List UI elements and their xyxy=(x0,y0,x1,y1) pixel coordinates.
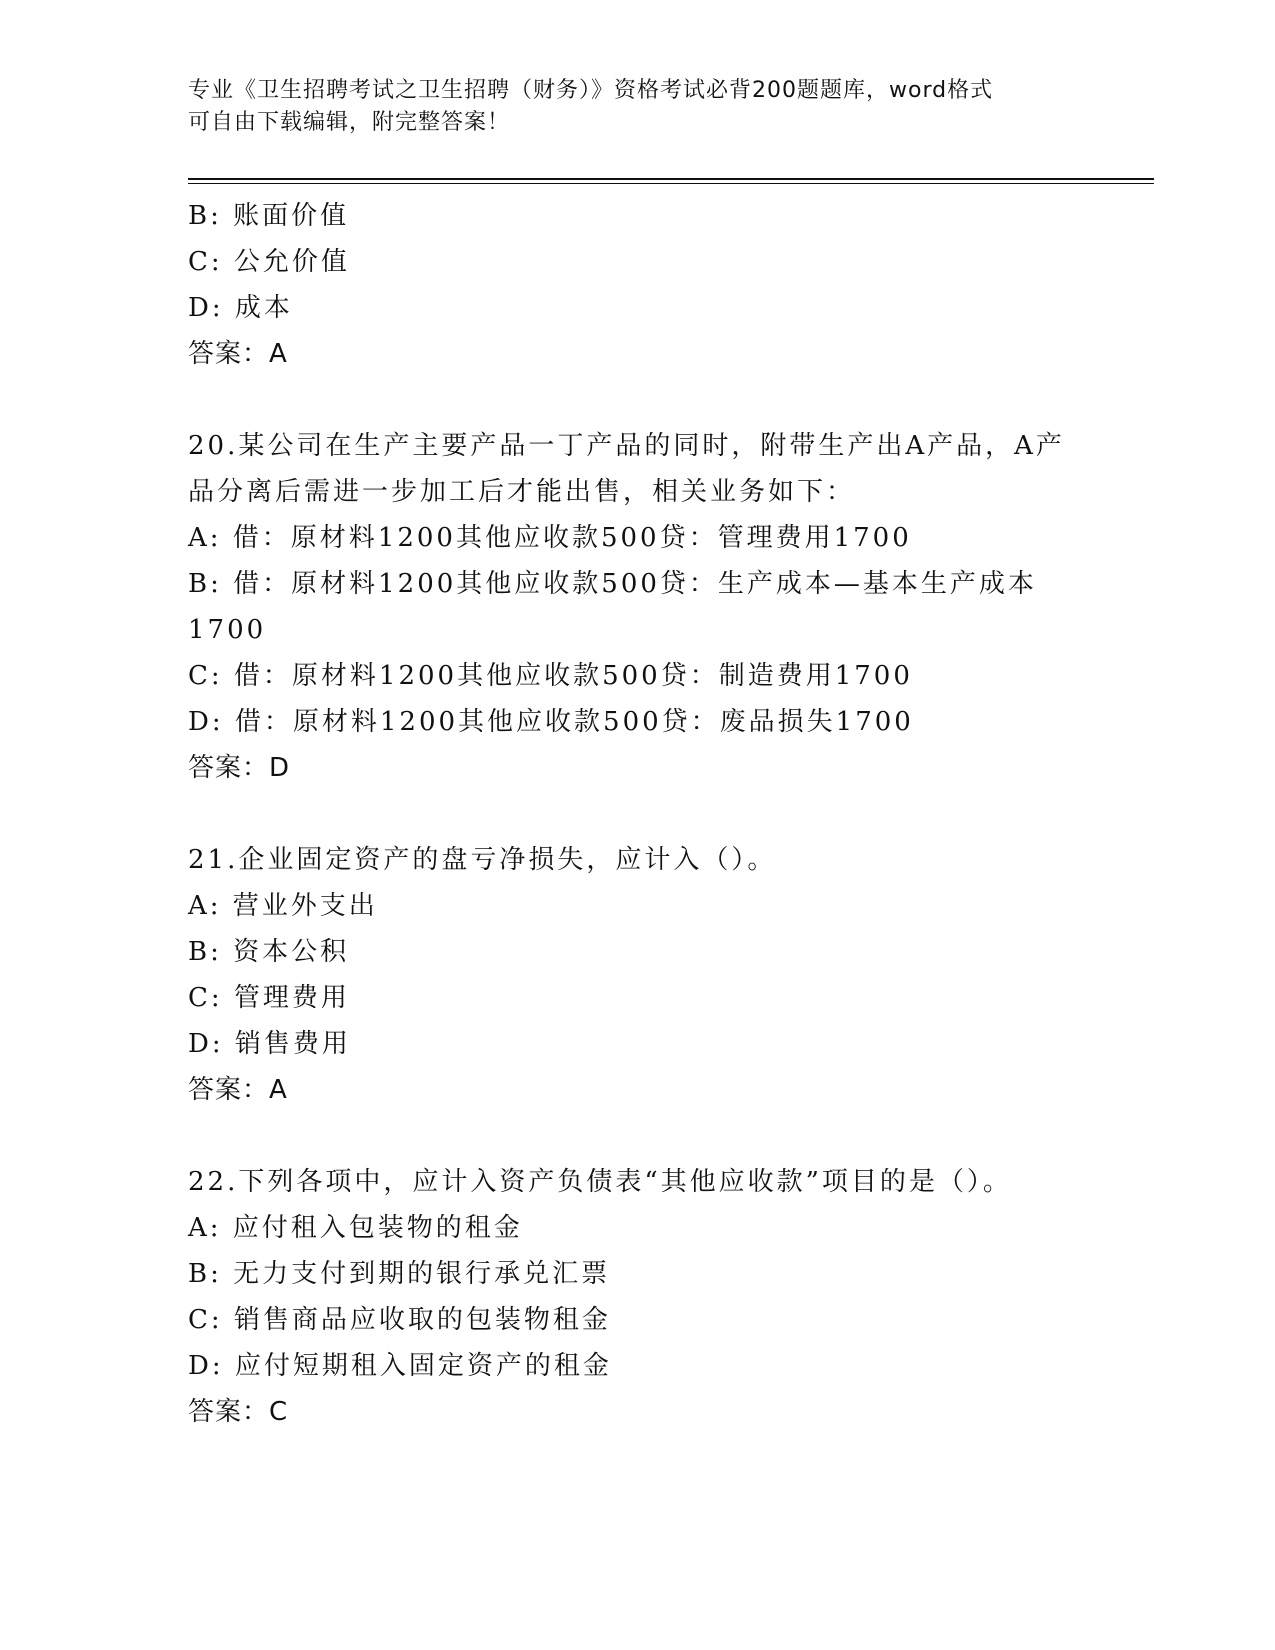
option-b: B: 资本公积 xyxy=(188,937,350,967)
option-d: D: 借：原材料1200其他应收款500贷：废品损失1700 xyxy=(188,707,914,737)
option-a: A: 应付租入包装物的租金 xyxy=(188,1213,523,1243)
question-stem-line-1: 20.某公司在生产主要产品一丁产品的同时，附带生产出A产品，A产 xyxy=(188,431,1065,461)
question-content xyxy=(188,193,1088,1435)
header-title-line-1: 专业《卫生招聘考试之卫生招聘（财务）》资格考试必背200题题库，word格式 xyxy=(188,78,994,103)
question-19 xyxy=(188,193,1088,377)
header-divider-thick xyxy=(188,178,1154,180)
option-d: D: 销售费用 xyxy=(188,1029,351,1059)
option-c: C: 管理费用 xyxy=(188,983,350,1013)
spacer xyxy=(188,1113,1088,1159)
document-header xyxy=(188,75,1088,139)
header-divider-thin xyxy=(188,183,1154,184)
option-b-line-2: 1700 xyxy=(188,615,267,645)
question-stem-line-2: 品分离后需进一步加工后才能出售，相关业务如下： xyxy=(188,477,856,507)
question-21 xyxy=(188,837,1088,1113)
spacer xyxy=(188,377,1088,423)
option-d: D: 应付短期租入固定资产的租金 xyxy=(188,1351,612,1381)
option-a: A: 营业外支出 xyxy=(188,891,378,921)
question-stem: 21.企业固定资产的盘亏净损失，应计入（）。 xyxy=(188,845,777,875)
answer: 答案：A xyxy=(188,339,288,369)
answer: 答案：D xyxy=(188,753,291,783)
question-22 xyxy=(188,1159,1088,1435)
spacer xyxy=(188,791,1088,837)
answer: 答案：A xyxy=(188,1075,288,1105)
question-20 xyxy=(188,423,1088,791)
option-c: C: 销售商品应收取的包装物租金 xyxy=(188,1305,611,1335)
option-b: B: 无力支付到期的银行承兑汇票 xyxy=(188,1259,611,1289)
answer: 答案：C xyxy=(188,1397,289,1427)
option-c: C: 借：原材料1200其他应收款500贷：制造费用1700 xyxy=(188,661,913,691)
header-title-line-2: 可自由下载编辑，附完整答案！ xyxy=(188,110,511,135)
option-d: D: 成本 xyxy=(188,293,293,323)
question-stem: 22.下列各项中，应计入资产负债表“其他应收款”项目的是（）。 xyxy=(188,1167,1012,1197)
option-a: A: 借：原材料1200其他应收款500贷：管理费用1700 xyxy=(188,523,912,553)
option-b-line-1: B: 借：原材料1200其他应收款500贷：生产成本—基本生产成本 xyxy=(188,569,1037,599)
option-c: C: 公允价值 xyxy=(188,247,350,277)
option-b: B: 账面价值 xyxy=(188,201,350,231)
